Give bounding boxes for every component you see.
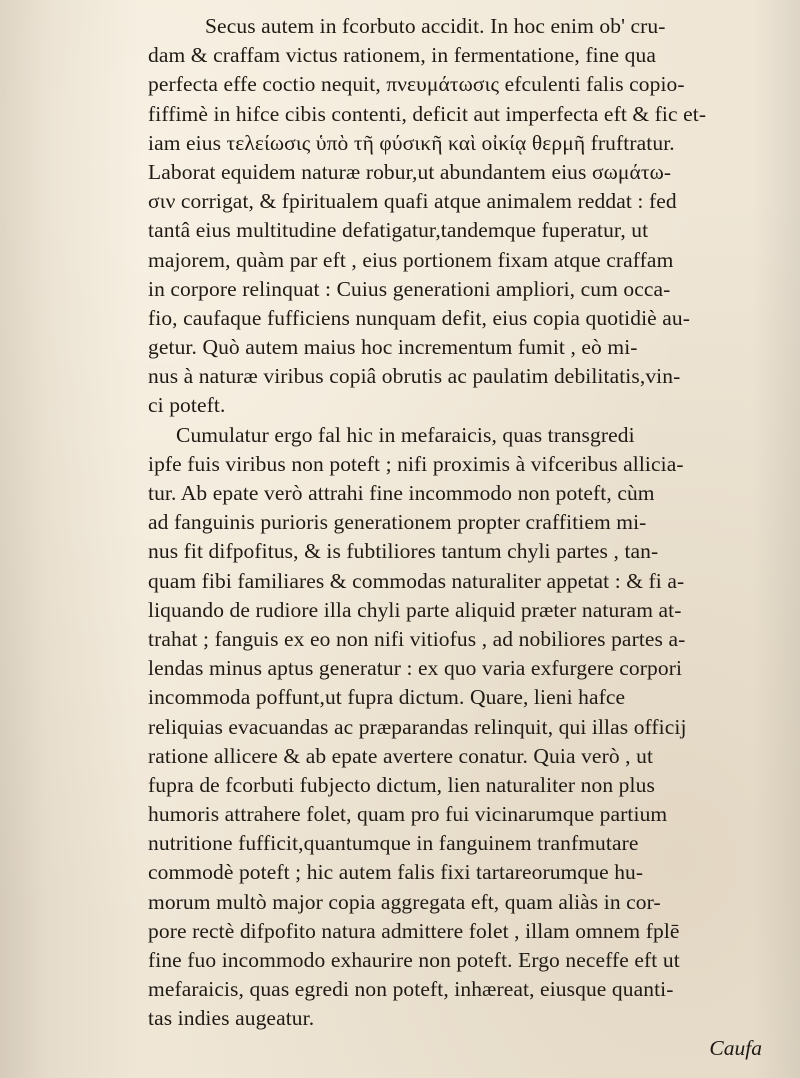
text-line: fiffimè in hifce cibis contenti, deficit aut imperfecta eft & fic et-	[148, 101, 707, 126]
text-line: σιν corrigat, & fpiritualem quafi atque animalem reddat : fed	[148, 189, 677, 214]
text-line: fine fuo incommodo exhaurire non poteft. Ergo neceffe eft ut	[148, 948, 680, 972]
text-line: in corpore relinquat : Cuius generationi ampliori, cum occa-	[148, 276, 671, 301]
text-line: Secus autem in fcorbuto accidit. In hoc enim ob' cru-	[205, 14, 666, 38]
text-line: getur. Quò autem maius hoc incrementum fumit , eò mi-	[148, 335, 638, 360]
text-line: Laborat equidem naturæ robur,ut abundantem eius σωμάτω-	[148, 159, 672, 184]
text-line: reliquias evacuandas ac præparandas relinquit, qui illas officij	[148, 714, 687, 739]
text-line: tur. Ab epate verò attrahi fine incommodo non poteft, cùm	[148, 481, 655, 505]
text-line: ci poteft.	[148, 393, 226, 418]
text-line: pore rectè difpofito natura admittere folet , illam omnem fplē	[148, 918, 680, 943]
paragraph-1	[148, 12, 778, 421]
text-line: ad fanguinis purioris generationem propter craffitiem mi-	[148, 510, 647, 535]
text-line: nus fit difpofitus, & is fubtiliores tantum chyli partes , tan-	[148, 539, 659, 564]
text-line: morum multò major copia aggregata eft, quam aliàs in cor-	[148, 889, 661, 914]
text-line: quam fibi familiares & commodas naturaliter appetat : & fi a-	[148, 568, 685, 593]
text-line: mefaraicis, quas egredi non poteft, inhæreat, eiusque quanti-	[148, 977, 674, 1002]
text-line: humoris attrahere folet, quam pro fui vicinarumque partium	[148, 802, 668, 827]
text-line: fio, caufaque fufficiens nunquam defit, eius copia quotidiè au-	[148, 305, 691, 330]
text-line: commodè poteft ; hic autem falis fixi tartareorumque hu-	[148, 860, 644, 885]
text-line: perfecta effe coctio nequit, πνευμάτωσις efculenti falis copio-	[148, 72, 685, 97]
text-line: incommoda poffunt,ut fupra dictum. Quare, lieni hafce	[148, 685, 626, 710]
paragraph-2	[148, 421, 778, 1034]
text-line: ratione allicere & ab epate avertere conatur. Quia verò , ut	[148, 743, 654, 768]
text-line: fupra de fcorbuti fubjecto dictum, lien naturaliter non plus	[148, 772, 655, 797]
text-line: dam & craffam victus rationem, in fermentatione, fine qua	[148, 43, 656, 68]
page-margin-shadow	[0, 0, 140, 1078]
text-line: trahat ; fanguis ex eo non nifi vitiofus , ad nobiliores partes a-	[148, 626, 686, 651]
text-line: iam eius τελείωσις ὑπὸ τῆ φύσικῆ καὶ οἰκίᾳ θερμῆ fruftratur.	[148, 130, 675, 155]
text-line: nutritione fufficit,quantumque in fanguinem tranfmutare	[148, 831, 639, 856]
text-line: liquando de rudiore illa chyli parte aliquid præter naturam at-	[148, 597, 682, 622]
text-line: tas indies augeatur.	[148, 1006, 315, 1031]
text-line: Cumulatur ergo fal hic in mefaraicis, quas transgredi	[176, 422, 635, 447]
text-line: ipfe fuis viribus non poteft ; nifi proximis à vifceribus allicia-	[148, 451, 684, 476]
text-block	[148, 12, 778, 1063]
text-line: lendas minus aptus generatur : ex quo varia exfurgere corpori	[148, 656, 683, 681]
text-line: nus à naturæ viribus copiâ obrutis ac paulatim debilitatis,vin-	[148, 364, 681, 389]
catchword: Caufa	[709, 1035, 762, 1060]
text-line: tantâ eius multitudine defatigatur,tandemque fuperatur, ut	[148, 218, 649, 243]
text-line: majorem, quàm par eft , eius portionem fixam atque craffam	[148, 247, 674, 272]
